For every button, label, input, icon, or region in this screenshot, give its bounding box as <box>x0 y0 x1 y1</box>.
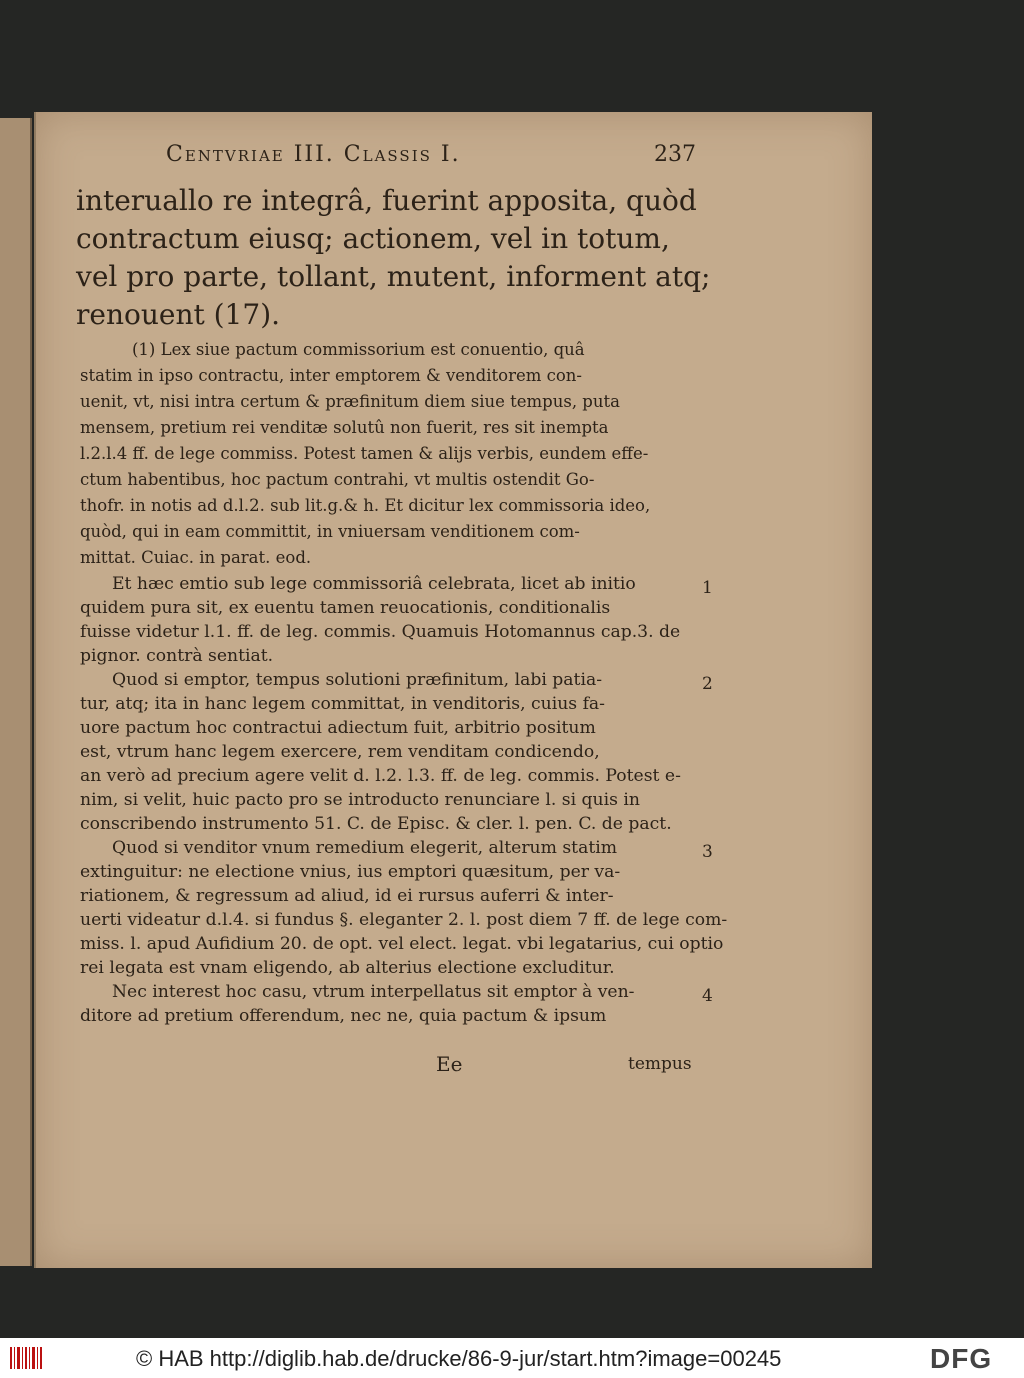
margin-number: 3 <box>702 842 713 862</box>
body-line: est, vtrum hanc legem exercere, rem venditam condicendo, <box>80 742 600 762</box>
body-line: an verò ad precium agere velit d. l.2. l.3. ff. de leg. commis. Potest e- <box>80 766 681 786</box>
note-line: statim in ipso contractu, inter emptorem & venditorem con- <box>80 366 582 385</box>
note-line: mittat. Cuiac. in parat. eod. <box>80 548 312 567</box>
note-line: quòd, qui in eam committit, in vniuersam venditionem com- <box>80 522 580 541</box>
body-line: Et hæc emtio sub lege commissoriâ celebrata, licet ab initio <box>112 574 636 594</box>
main-text-line: renouent (17). <box>76 298 281 331</box>
note-line: thofr. in notis ad d.l.2. sub lit.g.& h. Et dicitur lex commissoria ideo, <box>80 496 651 515</box>
main-text-line: contractum eiusq; actionem, vel in totum, <box>76 222 670 255</box>
body-line: tur, atq; ita in hanc legem committat, in venditoris, cuius fa- <box>80 694 605 714</box>
book-page <box>34 112 872 1268</box>
body-line: Quod si venditor vnum remedium elegerit, alterum statim <box>112 838 618 858</box>
margin-number: 1 <box>702 578 713 598</box>
barcode-icon <box>8 1345 46 1371</box>
body-line: Quod si emptor, tempus solutioni præfinitum, labi patia- <box>112 670 603 690</box>
body-line: conscribendo instrumento 51. C. de Episc. & cler. l. pen. C. de pact. <box>80 814 672 834</box>
body-line: fuisse videtur l.1. ff. de leg. commis. Quamuis Hotomannus cap.3. de <box>80 622 681 642</box>
note-line: mensem, pretium rei venditæ solutû non fuerit, res sit inempta <box>80 418 609 437</box>
body-line: extinguitur: ne electione vnius, ius emptori quæsitum, per va- <box>80 862 621 882</box>
note-line: uenit, vt, nisi intra certum & præfinitum diem siue tempus, puta <box>80 392 620 411</box>
body-line: uerti videatur d.l.4. si fundus §. eleganter 2. l. post diem 7 ff. de lege com- <box>80 910 728 930</box>
body-line: ditore ad pretium offerendum, nec ne, quia pactum & ipsum <box>80 1006 607 1026</box>
note-line: l.2.l.4 ff. de lege commiss. Potest tamen & alijs verbis, eundem effe- <box>80 444 649 463</box>
margin-number: 2 <box>702 674 713 694</box>
footer-bar <box>0 1338 1024 1378</box>
body-line: pignor. contrà sentiat. <box>80 646 274 666</box>
body-line: Nec interest hoc casu, vtrum interpellatus sit emptor à ven- <box>112 982 635 1002</box>
body-line: uore pactum hoc contractui adiectum fuit, arbitrio positum <box>80 718 596 738</box>
running-header: Centvriae III. Classis I. <box>166 142 461 167</box>
main-text-line: interuallo re integrâ, fuerint apposita, quòd <box>76 184 697 217</box>
margin-number: 4 <box>702 986 713 1006</box>
main-text-line: vel pro parte, tollant, mutent, informent atq; <box>76 260 711 293</box>
body-line: riationem, & regressum ad aliud, id ei rursus auferri & inter- <box>80 886 614 906</box>
left-page-edge <box>0 118 32 1266</box>
body-line: rei legata est vnam eligendo, ab alterius electione excluditur. <box>80 958 615 978</box>
catchword: tempus <box>628 1054 692 1074</box>
page-number: 237 <box>654 142 696 167</box>
body-line: quidem pura sit, ex euentu tamen reuocationis, conditionalis <box>80 598 611 618</box>
copyright-link[interactable]: © HAB http://diglib.hab.de/drucke/86-9-jur/start.htm?image=00245 <box>136 1346 782 1371</box>
note-line: ctum habentibus, hoc pactum contrahi, vt multis ostendit Go- <box>80 470 595 489</box>
body-line: nim, si velit, huic pacto pro se introducto renunciare l. si quis in <box>80 790 640 810</box>
body-line: miss. l. apud Aufidium 20. de opt. vel elect. legat. vbi legatarius, cui optio <box>80 934 724 954</box>
signature-mark: Ee <box>436 1052 463 1076</box>
note-line: (1) Lex siue pactum commissorium est conuentio, quâ <box>132 340 585 359</box>
dfg-logo: DFG <box>930 1343 993 1374</box>
